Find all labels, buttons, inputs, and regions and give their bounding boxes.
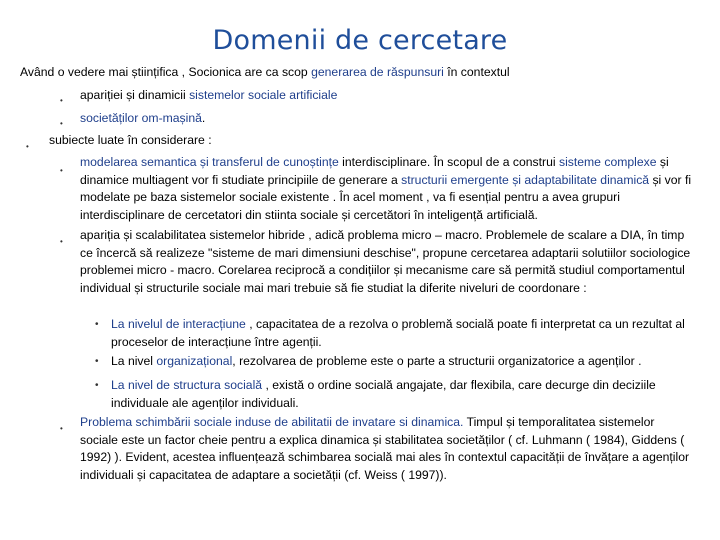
paragraph-aparitia: apariția și scalabilitatea sistemelor hibride , adică problema micro – macro. Problemele de scalare a DIA, în timp ce încercă să realizeze "sisteme de mari dimensiuni deschise", propune cercetarea adaptarii solutiilor sociologice problemei micro - macro. Corelarea reciprocă a condițiilor și mecanisme care să permită studiul comportamentul individual și structurile sociale mai mari trebuie să fie studiat la diferite niveluri de coordonare : [80,228,691,295]
bullet-dot: • [26,142,29,151]
bullet-dot: • [60,119,63,128]
bullet-dot: • [95,380,99,391]
bullet-dot: • [95,319,99,330]
bullet-dot: • [60,237,63,246]
item-subiecte: subiecte luate în considerare : [49,133,212,147]
subitem-interactiune: La nivelul de interacțiune , capacitatea de a rezolva o problemă socială poate fi interpretat ca un rezultat al proceselor de interacțiune între agenții. [111,317,685,349]
paragraph-modelarea: modelarea semantica și transferul de cunoștințe interdisciplinare. În scopul de a construi sisteme complexe și dinamice multiagent vor fi studiate principiile de generare a structurii emergente și adaptabilitate dinamică și vor fi modelate pe baza sistemelor sociale existente . În acel moment , va fi esențial pentru a avea grupuri interdisciplinare de cercetatori din stiinta sociale și cercetători în inteligență artificială. [80,155,692,222]
paragraph-schimbarii: Problema schimbării sociale induse de abilitatii de invatare si dinamica. Timpul și temporalitatea sistemelor sociale este un factor cheie pentru a explica dinamica și stabilitatea societăților ( cf. Luhmann ( 1984), Giddens ( 1992) ). Evident, acestea influențează schimbarea socială mai ales în contextul capacității de învățare a agenților individuali și capacitatea de adaptare a societății (cf. Weiss ( 1997)). [80,415,690,482]
item-aparitiei: apariției și dinamicii sistemelor sociale artificiale [80,88,338,102]
bullet-dot: • [60,166,63,175]
subitem-structura: La nivel de structura socială , există o ordine socială angajate, dar flexibila, care decurge din deciziile individuale ale agenților individuali. [111,378,656,410]
item-societatilor: societăților om-mașină. [80,111,206,125]
bullet-dot: • [95,356,99,367]
intro-line: Având o vedere mai științifica , Socionica are ca scop generarea de răspunsuri în contextul [20,65,510,79]
page-title: Domenii de cercetare [212,25,508,56]
bullet-dot: • [60,424,63,433]
subitem-organizational: La nivel organizațional, rezolvarea de probleme este o parte a structurii organizatorice a agenților . [111,354,642,368]
bullet-dot: • [60,96,63,105]
